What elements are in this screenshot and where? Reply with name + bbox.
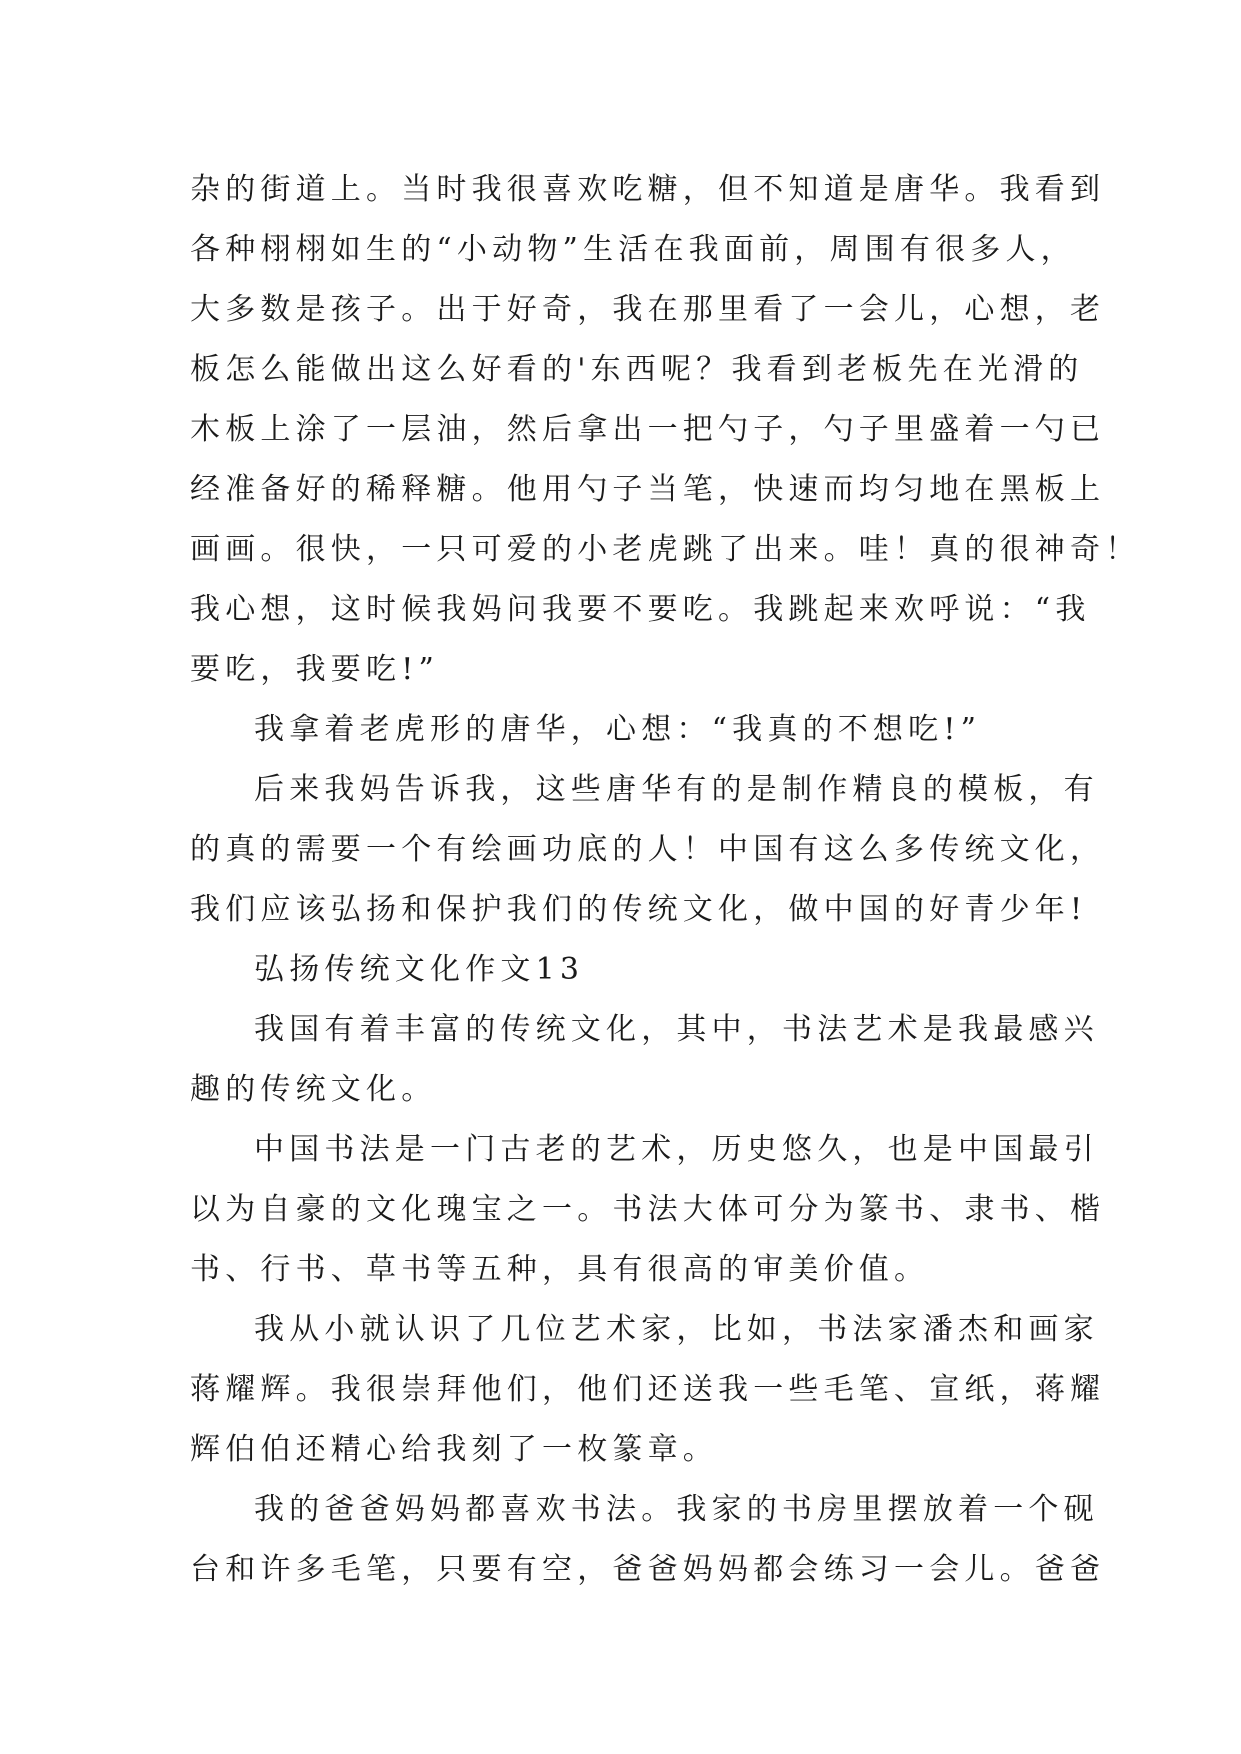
- text-line: 的真的需要一个有绘画功底的人！中国有这么多传统文化，: [190, 832, 1106, 867]
- text-line: 杂的街道上。当时我很喜欢吃糖，但不知道是唐华。我看到: [190, 172, 1106, 207]
- text-line: 趣的传统文化。: [190, 1072, 437, 1107]
- paragraph-line: 我国有着丰富的传统文化，其中，书法艺术是我最感兴: [254, 1012, 1099, 1047]
- paragraph-line: 我拿着老虎形的唐华，心想：“我真的不想吃!”: [254, 712, 982, 747]
- paragraph-line: 中国书法是一门古老的艺术，历史悠久，也是中国最引: [254, 1132, 1099, 1167]
- paragraph-line: 我从小就认识了几位艺术家，比如，书法家潘杰和画家: [254, 1312, 1099, 1347]
- text-line: 书、行书、草书等五种，具有很高的审美价值。: [190, 1252, 930, 1287]
- text-line: 以为自豪的文化瑰宝之一。书法大体可分为篆书、隶书、楷: [190, 1192, 1106, 1227]
- text-line: 经准备好的稀释糖。他用勺子当笔，快速而均匀地在黑板上: [190, 472, 1106, 507]
- text-line: 要吃，我要吃!”: [190, 652, 439, 687]
- text-line: 我心想，这时候我妈问我要不要吃。我跳起来欢呼说：“我: [190, 592, 1091, 627]
- text-line: 画画。很快，一只可爱的小老虎跳了出来。哇！真的很神奇！: [190, 532, 1141, 567]
- text-line: 台和许多毛笔，只要有空，爸爸妈妈都会练习一会儿。爸爸: [190, 1552, 1106, 1587]
- text-line: 木板上涂了一层油，然后拿出一把勺子，勺子里盛着一勺已: [190, 412, 1106, 447]
- paragraph-line: 后来我妈告诉我，这些唐华有的是制作精良的模板，有: [254, 772, 1099, 807]
- text-line: 各种栩栩如生的“小动物”生活在我面前，周围有很多人，: [190, 232, 1076, 267]
- section-title: 弘扬传统文化作文13: [254, 952, 585, 987]
- paragraph-line: 我的爸爸妈妈都喜欢书法。我家的书房里摆放着一个砚: [254, 1492, 1099, 1527]
- text-line: 蒋耀辉。我很崇拜他们，他们还送我一些毛笔、宣纸，蒋耀: [190, 1372, 1106, 1407]
- document-body: [190, 160, 1141, 1600]
- text-line: 辉伯伯还精心给我刻了一枚篆章。: [190, 1432, 718, 1467]
- text-line: 大多数是孩子。出于好奇，我在那里看了一会儿，心想，老: [190, 292, 1106, 327]
- text-line: 板怎么能做出这么好看的'东西呢？我看到老板先在光滑的: [190, 352, 1084, 387]
- text-line: 我们应该弘扬和保护我们的传统文化，做中国的好青少年!: [190, 892, 1088, 927]
